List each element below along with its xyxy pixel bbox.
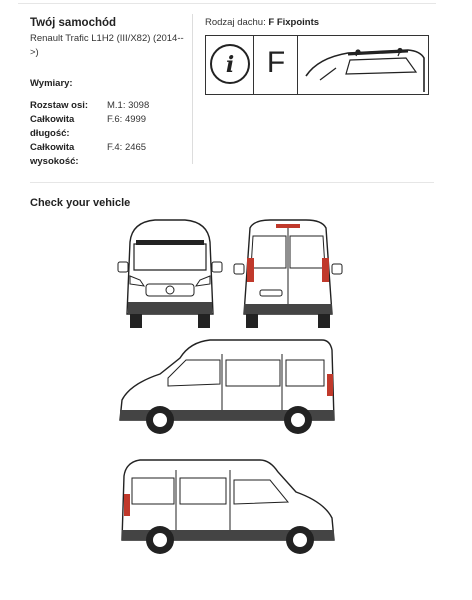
dimension-label: Całkowita długość: (30, 114, 75, 139)
car-title: Twój samochód (30, 17, 117, 29)
dimension-row-height (30, 141, 190, 169)
van-side-view-right (122, 460, 334, 554)
van-side-view-left (120, 340, 334, 434)
car-model: Renault Trafic L1H2 (III/X82) (2014-->) (30, 33, 184, 58)
van-front-view (118, 220, 222, 328)
dimension-row-wheelbase (30, 99, 190, 113)
check-vehicle-title: Check your vehicle (30, 197, 131, 209)
roof-letter-cell (254, 36, 298, 94)
dimension-value: F.6: 4999 (107, 114, 147, 125)
dimensions-list (30, 99, 190, 169)
info-cell[interactable] (206, 36, 254, 94)
dimension-label: Rozstaw osi: (30, 100, 89, 111)
roof-fixpoints-drawing (298, 36, 428, 94)
roof-panel (205, 16, 320, 79)
dimension-label: Całkowita wysokość: (30, 142, 79, 167)
dimensions-title: Wymiary: (30, 78, 73, 89)
vertical-divider (192, 14, 193, 164)
roof-letter: F (266, 46, 286, 79)
car-info-panel (30, 16, 190, 169)
info-icon[interactable]: i (210, 44, 250, 84)
dimension-value: F.4: 2465 (107, 142, 147, 153)
dimension-row-length (30, 113, 190, 141)
roof-type-value: F Fixpoints (268, 17, 320, 28)
roof-type-box (205, 35, 429, 95)
vehicle-views (110, 214, 360, 594)
dimension-value: M.1: 3098 (107, 100, 150, 111)
roof-type-caption: Rodzaj dachu: (205, 17, 266, 28)
roof-image-cell (298, 36, 428, 94)
roof-type-label (205, 16, 319, 29)
top-divider (18, 3, 436, 4)
vehicle-drawings (110, 214, 360, 594)
van-rear-view (234, 220, 342, 328)
section-divider (30, 182, 434, 183)
